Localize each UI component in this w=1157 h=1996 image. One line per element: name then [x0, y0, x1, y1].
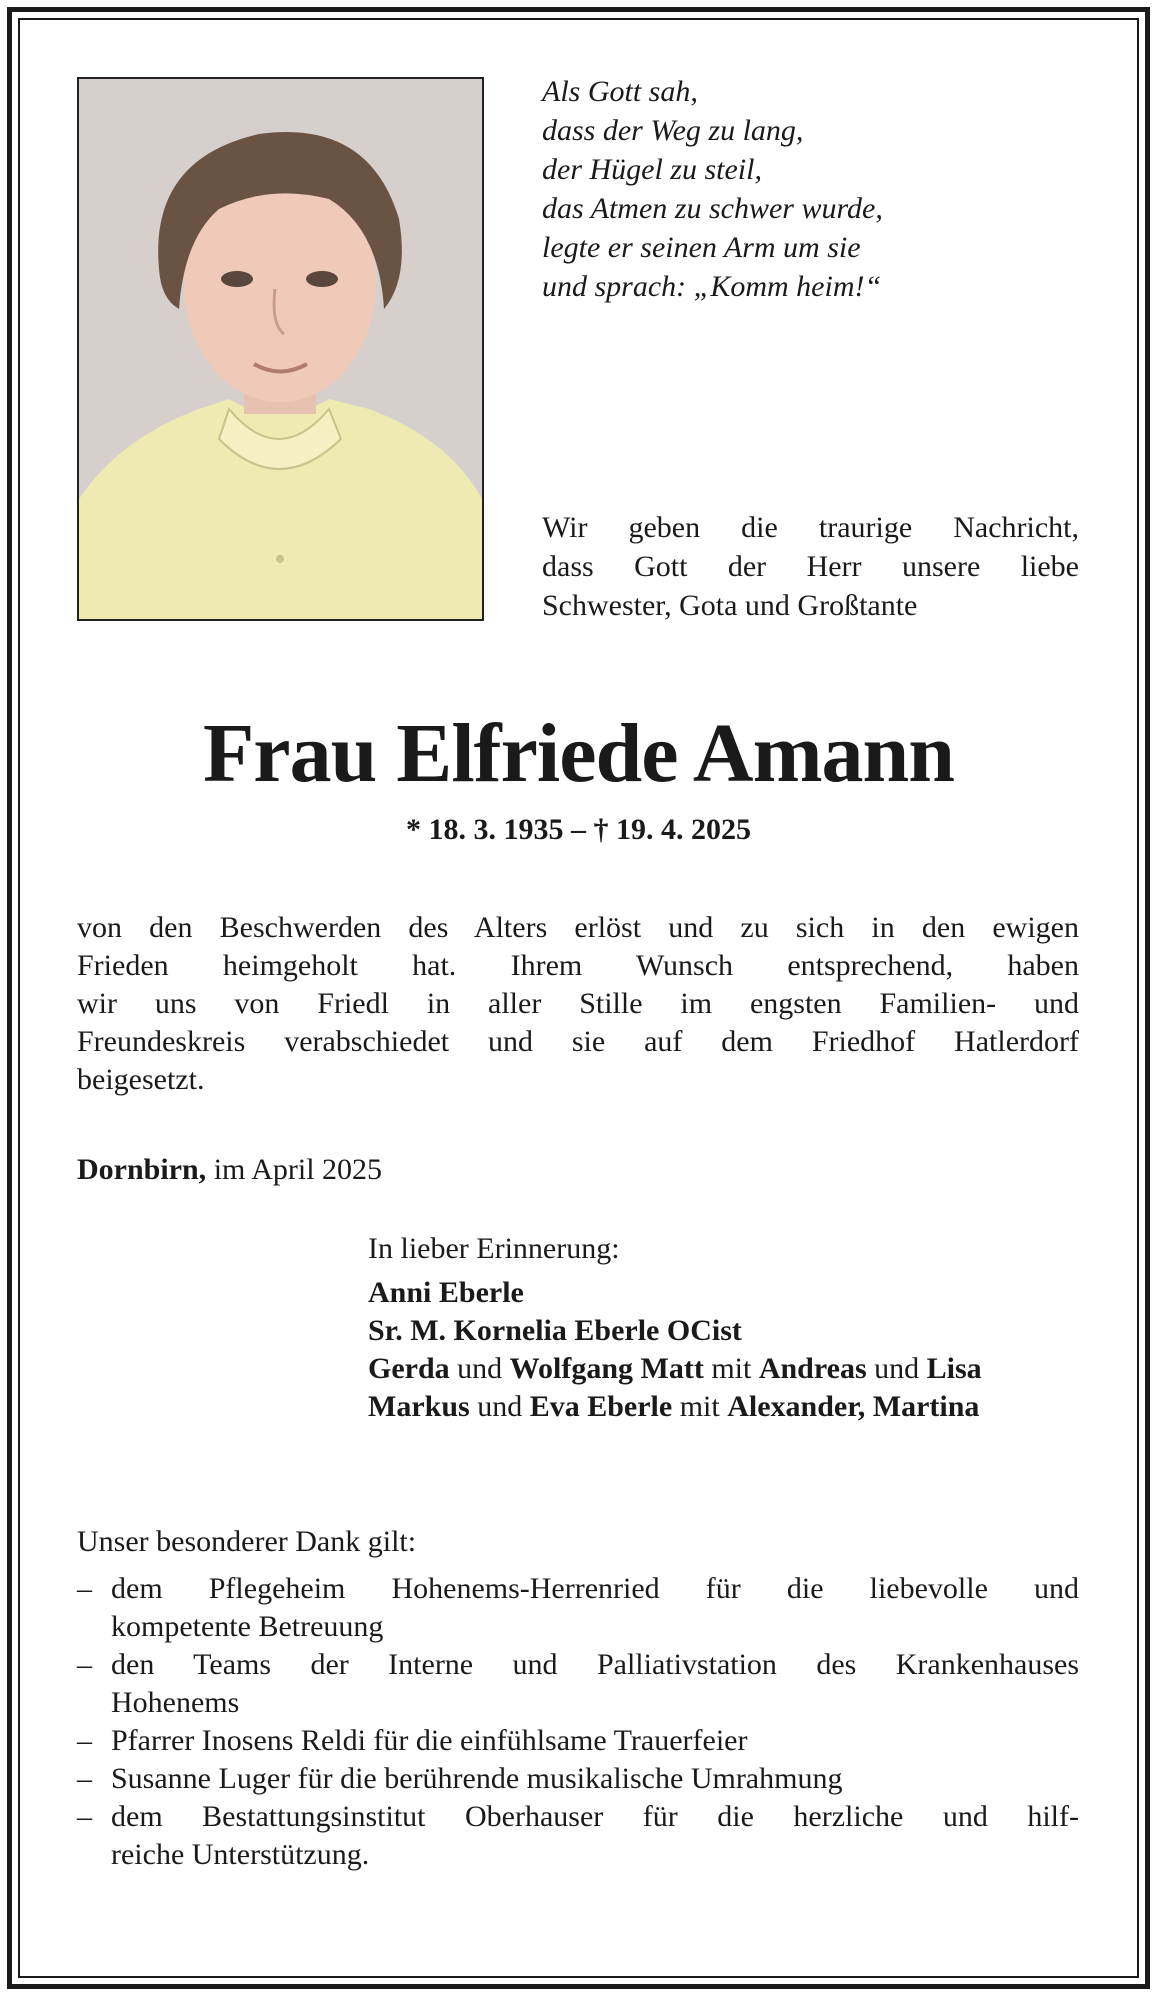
- connector: und: [866, 1352, 927, 1385]
- mourner-line: [368, 1312, 982, 1350]
- body-line: Frieden heimgeholt hat. Ihrem Wunsch entsprechend, haben: [77, 949, 1079, 982]
- memory-heading: In lieber Erinnerung:: [368, 1232, 620, 1265]
- mourner-name: Lisa: [926, 1352, 982, 1385]
- mourner-name: Anni Eberle: [368, 1276, 524, 1309]
- memory-block: [368, 1230, 982, 1426]
- poem-line: der Hügel zu steil,: [542, 153, 762, 186]
- thanks-item: [77, 1760, 1079, 1798]
- dash-bullet: –: [77, 1648, 92, 1681]
- body-line: Freundeskreis verabschiedet und sie auf dem Friedhof Hatlerdorf: [77, 1025, 1079, 1058]
- place-month: im April 2025: [213, 1153, 383, 1186]
- thanks-line: Susanne Luger für die berührende musikalische Umrahmung: [111, 1762, 843, 1795]
- thanks-line: Pfarrer Inosens Reldi für die einfühlsame Trauerfeier: [111, 1724, 748, 1757]
- mourner-names: [368, 1274, 982, 1426]
- thanks-line: Hohenems: [111, 1686, 240, 1719]
- thanks-line: den Teams der Interne und Palliativstation des Krankenhauses: [111, 1648, 1079, 1681]
- place-date: [77, 1150, 382, 1190]
- body-line: wir uns von Friedl in aller Stille im engsten Familien- und: [77, 987, 1079, 1020]
- thanks-heading: Unser besonderer Dank gilt:: [77, 1525, 417, 1558]
- portrait-photo: [77, 77, 484, 621]
- intro-line: dass Gott der Herr unsere liebe: [542, 550, 1079, 583]
- connector: und: [449, 1352, 510, 1385]
- connector: und: [469, 1390, 530, 1423]
- mourner-name: Markus: [368, 1390, 470, 1423]
- thanks-item: [77, 1570, 1079, 1646]
- poem-line: Als Gott sah,: [542, 75, 698, 108]
- mourner-name: Eva Eberle: [529, 1390, 673, 1423]
- mourner-name: Wolfgang Matt: [509, 1352, 704, 1385]
- poem-line: legte er seinen Arm um sie: [542, 231, 861, 264]
- intro-text: [542, 508, 1079, 625]
- thanks-line: reiche Unterstützung.: [111, 1838, 370, 1871]
- mourner-name: Alexander, Martina: [727, 1390, 980, 1423]
- mourner-line: [368, 1350, 982, 1388]
- connector: mit: [703, 1352, 759, 1385]
- intro-line: Schwester, Gota und Großtante: [542, 589, 918, 622]
- thanks-item: [77, 1722, 1079, 1760]
- body-line: beigesetzt.: [77, 1063, 205, 1096]
- connector: mit: [672, 1390, 728, 1423]
- dash-bullet: –: [77, 1800, 92, 1833]
- body-text: [77, 909, 1079, 1099]
- poem-line: das Atmen zu schwer wurde,: [542, 192, 883, 225]
- thanks-line: dem Pflegeheim Hohenems-Herrenried für die liebevolle und: [111, 1572, 1079, 1605]
- life-dates: * 18. 3. 1935 – † 19. 4. 2025: [406, 813, 751, 846]
- deceased-name: Frau Elfriede Amann: [203, 707, 954, 800]
- mourner-name: Sr. M. Kornelia Eberle OCist: [368, 1314, 742, 1347]
- mourner-name: Gerda: [368, 1352, 450, 1385]
- mourner-line: [368, 1388, 982, 1426]
- thanks-line: kompetente Betreuung: [111, 1610, 384, 1643]
- thanks-line: dem Bestattungsinstitut Oberhauser für die herzliche und hilf-: [111, 1800, 1079, 1833]
- poem: [542, 72, 1102, 306]
- intro-line: Wir geben die traurige Nachricht,: [542, 511, 1079, 544]
- poem-line: und sprach: „Komm heim!“: [542, 270, 882, 303]
- body-line: von den Beschwerden des Alters erlöst und zu sich in den ewigen: [77, 911, 1079, 944]
- dash-bullet: –: [77, 1572, 92, 1605]
- thanks-item: [77, 1646, 1079, 1722]
- place-city: Dornbirn,: [77, 1153, 207, 1186]
- thanks-list: [77, 1570, 1079, 1874]
- dash-bullet: –: [77, 1762, 92, 1795]
- thanks-item: [77, 1798, 1079, 1874]
- mourner-line: [368, 1274, 982, 1312]
- dash-bullet: –: [77, 1724, 92, 1757]
- mourner-name: Andreas: [758, 1352, 867, 1385]
- poem-line: dass der Weg zu lang,: [542, 114, 804, 147]
